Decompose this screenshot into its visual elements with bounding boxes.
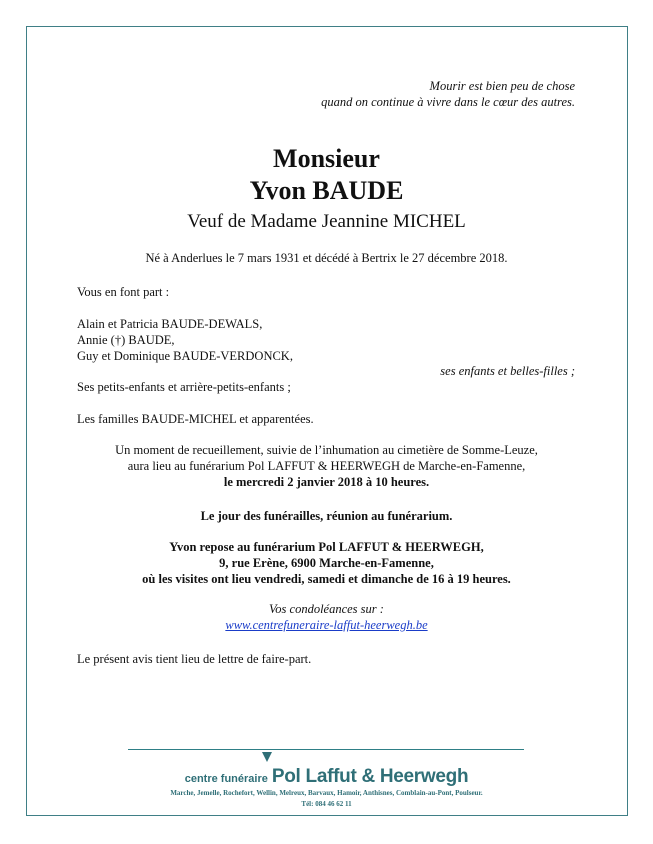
condolences-link[interactable]: www.centrefuneraire-laffut-heerwegh.be: [225, 618, 428, 632]
deceased-name: Yvon BAUDE: [249, 176, 404, 205]
birth-death-line: Né à Anderlues le 7 mars 1931 et décédé à Bertrix le 27 décembre 2018.: [145, 251, 508, 265]
epigraph: [321, 78, 575, 110]
families-line: Les familles BAUDE-MICHEL et apparentées.: [77, 412, 314, 426]
footer-brand: [0, 766, 653, 788]
list-item: Alain et Patricia BAUDE-DEWALS,: [77, 317, 263, 331]
brand-name: Pol Laffut & Heerwegh: [271, 766, 469, 787]
condolences-label: Vos condoléances sur :: [269, 602, 384, 616]
footer-phone: Tél: 084 46 62 11: [301, 800, 352, 808]
ceremony-line-1: Un moment de recueillement, suivie de l’inhumation au cimetière de Somme-Leuze,: [115, 443, 538, 457]
honorific: Monsieur: [273, 144, 380, 173]
rest-line-3: où les visites ont lieu vendredi, samedi et dimanche de 16 à 19 heures.: [142, 572, 511, 586]
ceremony-date: le mercredi 2 janvier 2018 à 10 heures.: [223, 475, 430, 489]
rest-line-2: 9, rue Erène, 6900 Marche-en-Famenne,: [219, 556, 434, 570]
triangle-logo-icon: [262, 752, 272, 762]
children-list: [77, 316, 293, 364]
widower-line: Veuf de Madame Jeannine MICHEL: [187, 211, 466, 232]
footer-divider: [128, 749, 524, 750]
condolences-block: [0, 601, 653, 633]
rest-line-1: Yvon repose au funérarium Pol LAFFUT & HEERWEGH,: [169, 540, 484, 554]
ceremony-line-2: aura lieu au funérarium Pol LAFFUT & HEERWEGH de Marche-en-Famenne,: [127, 459, 526, 473]
epigraph-line-2: quand on continue à vivre dans le cœur des autres.: [321, 95, 575, 109]
brand-small-text: centre funéraire: [184, 773, 268, 785]
footer-towns: Marche, Jemelle, Rochefort, Wellin, Melreux, Barvaux, Hamoir, Anthisnes, Comblain-au-Pont, Poulseur.: [170, 789, 483, 797]
children-caption: ses enfants et belles-filles ;: [440, 364, 575, 378]
announce-line: Vous en font part :: [77, 285, 170, 299]
rest-block: [0, 539, 653, 587]
ceremony-block: [0, 442, 653, 490]
grandchildren-line: Ses petits-enfants et arrière-petits-enfants ;: [77, 380, 291, 394]
list-item: Guy et Dominique BAUDE-VERDONCK,: [77, 349, 293, 363]
list-item: Annie (†) BAUDE,: [77, 333, 175, 347]
closing-line: Le présent avis tient lieu de lettre de faire-part.: [77, 652, 312, 666]
meeting-line: Le jour des funérailles, réunion au funérarium.: [200, 509, 453, 523]
epigraph-line-1: Mourir est bien peu de chose: [429, 79, 575, 93]
